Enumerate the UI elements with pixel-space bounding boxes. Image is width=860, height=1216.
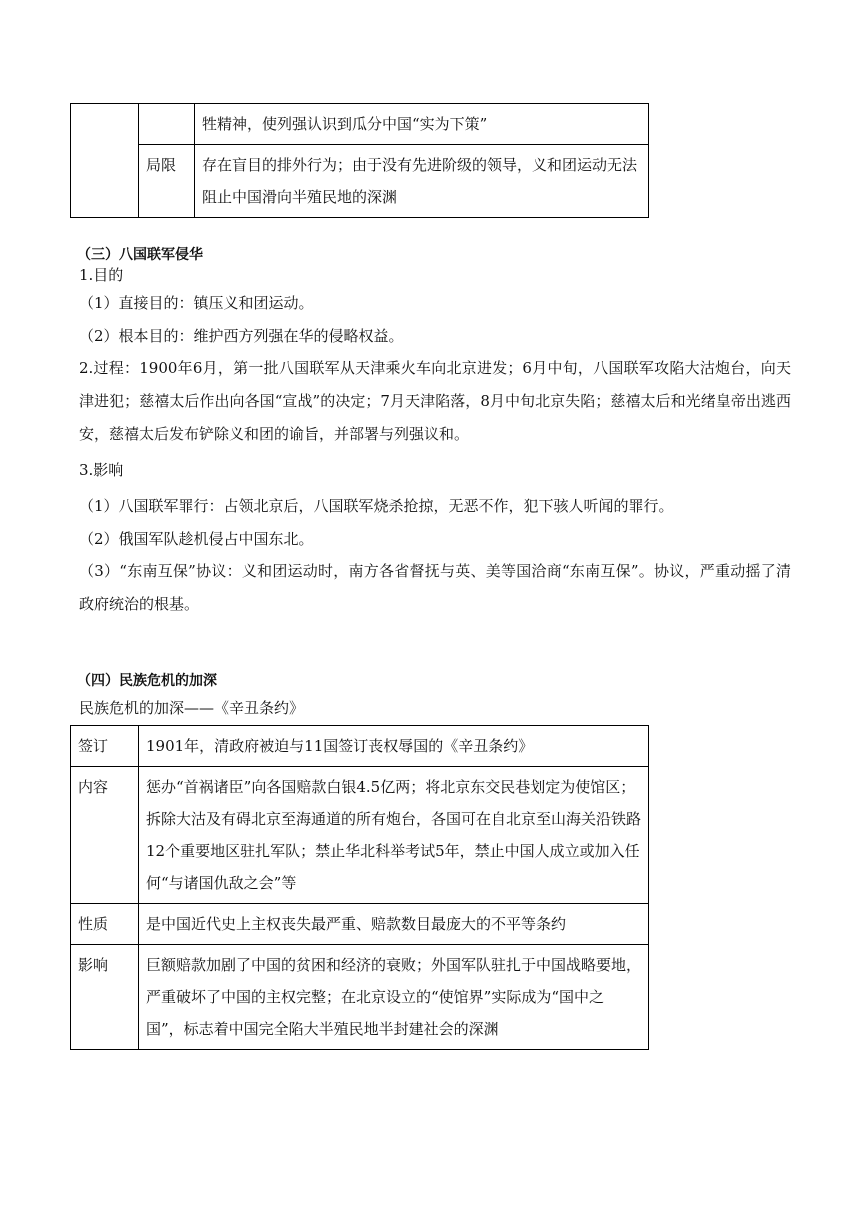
process-paragraph: 2.过程：1900年6月，第一批八国联军从天津乘火车向北京进发；6月中旬，八国联军攻陷大沽炮台，向天津进犯；慈禧太后作出向各国“宣战”的决定；7月天津陷落，8月中旬北京失陷；慈禧太后和光绪皇帝出逃西安，慈禧太后发布铲除义和团的谕旨，并部署与列强议和。: [79, 359, 791, 443]
table-row: [71, 904, 649, 945]
impact-title: 3.影响: [79, 461, 124, 479]
table-row: [71, 104, 649, 145]
table-cell-label: 签订: [71, 726, 139, 767]
table-cell-label: 影响: [71, 945, 139, 1050]
purpose-item-2: （2）根本目的：维护西方列强在华的侵略权益。: [79, 327, 404, 345]
section-heading-3: （三）八国联军侵华: [77, 247, 203, 263]
table-cell-text: 存在盲目的排外行为；由于没有先进阶级的领导，义和团运动无法阻止中国滑向半殖民地的深渊: [195, 145, 649, 218]
table-cell-label: 内容: [71, 767, 139, 904]
table-row: [71, 767, 649, 904]
table-cell-text: 1901年，清政府被迫与11国签订丧权辱国的《辛丑条约》: [139, 726, 649, 767]
table-cell-text: 是中国近代史上主权丧失最严重、赔款数目最庞大的不平等条约: [139, 904, 649, 945]
table-cell-label: 局限: [139, 145, 195, 218]
table-cell-text: 巨额赔款加剧了中国的贫困和经济的衰败；外国军队驻扎于中国战略要地，严重破坏了中国的主权完整；在北京设立的“使馆界”实际成为“国中之国”，标志着中国完全陷大半殖民地半封建社会的深渊: [139, 945, 649, 1050]
table-row: [71, 945, 649, 1050]
table-row: [71, 145, 649, 218]
table-cell-text: 惩办“首祸诸臣”向各国赔款白银4.5亿两；将北京东交民巷划定为使馆区；拆除大沽及有碍北京至海通道的所有炮台，各国可在自北京至山海关沿铁路12个重要地区驻扎军队；禁止华北科举考试5年，禁止中国人成立或加入任何“与诸国仇敌之会”等: [139, 767, 649, 904]
table-cell-empty: [71, 104, 139, 218]
table-caption: 民族危机的加深——《辛丑条约》: [79, 699, 305, 717]
table-cell-empty: [139, 104, 195, 145]
yihetuan-evaluation-table: [70, 103, 649, 218]
purpose-title: 1.目的: [79, 266, 124, 284]
table-cell-text: 牲精神，使列强认识到瓜分中国“实为下策”: [195, 104, 649, 145]
purpose-item-1: （1）直接目的：镇压义和团运动。: [79, 294, 314, 312]
impact-item-1: （1）八国联军罪行：占领北京后，八国联军烧杀抢掠，无恶不作，犯下骇人听闻的罪行。: [79, 497, 674, 515]
section-heading-4: （四）民族危机的加深: [77, 673, 217, 689]
impact-item-2: （2）俄国军队趁机侵占中国东北。: [79, 530, 314, 548]
table-row: [71, 726, 649, 767]
table-cell-label: 性质: [71, 904, 139, 945]
xinchou-treaty-table: [70, 725, 649, 1050]
impact-item-3: （3）“东南互保”协议：义和团运动时，南方各省督抚与英、美等国洽商“东南互保”。协议，严重动摇了清政府统治的根基。: [79, 562, 791, 613]
